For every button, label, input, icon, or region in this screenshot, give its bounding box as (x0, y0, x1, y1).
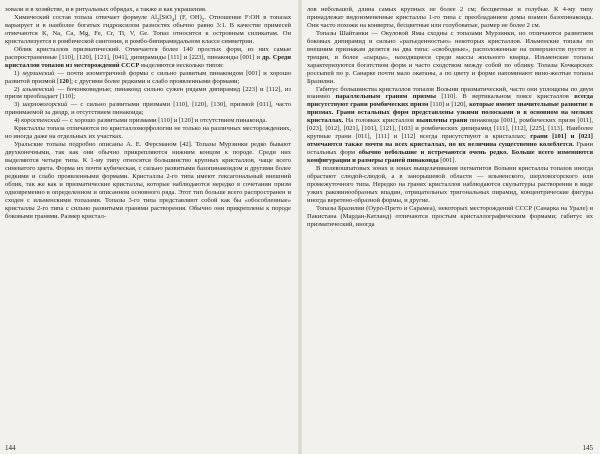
page-number: 145 (582, 444, 593, 452)
paragraph: Облик кристаллов призматический. Отмечается более 140 простых форм, из них самые распространенные [110], [120], [121], [041], дипирамиды [111] и [223], пинакоиды [001] и др. Среди кристаллов топазов из месторождений СССР выделяются несколько типов: (5, 45, 292, 69)
list-item: 2) ильменский — бочонковидные; пинакоид сильно сужен рядами дипирамид [223] и [112], из призм преобладает [110]; (5, 85, 291, 101)
paragraph: лов небольшой, длина самых крупных не более 2 см; бесцветные и голубые. К 4-му типу принадлежат видоизмененные кристаллы 1-го типа с преобладанием домы взамен базопинакоида. Они часто похожи на конверты, бесцветные или голубоватые, размер не более 2 см. (307, 6, 593, 29)
paragraph: В полевошпатовых зонах и зонах выщелачивания пегматитов Волыни кристаллы топазов иногда обрастают слюдой-слюдой, а в занорышевой области — ильменского, шерловогорского или промежуточного типа. Нередко на гранях кристаллов наблюдаются скульптуры растворения в виде узких раковинообразных впадин, отрицательных тригональных пирамид, концентрические фигуры иногда веретено-образной формы, и другие. (307, 165, 593, 204)
page-number: 144 (5, 444, 16, 452)
left-page-text (5, 6, 291, 221)
paragraph: Уральские топазы подробно описаны А. Е. Ферсманом [42]. Топазы Мурзинки редко бывают двухконечными, так как они обычно прикрепляются нижним концом к породе. Среди них выделяются четыре типа. К 1-му типу относятся большинство крупных кристаллов, чаще всего синеватого цвета. Форма их почти кубическая, с сильно развитыми базопинакоидом и другими более редкими и слабо проявленными формами. Кристаллы 2-го типа имеют гексагональный внешний облик, так же как и призматические кристаллы, которые наблюдаются нередко в сочетании призм одновременно в определенном и описанном основного ряда. Этот тип больше всего распространен и сходен с ильменскими топазами. Топазы 3-го типа представляют собой как бы «обособленные» кристаллы 2-го типа с сильно развитыми гранями растворения. Обычно они прикреплены к породе боковыми гранями. Размер кристал- (5, 141, 291, 220)
paragraph: Кристаллы топаза отличаются по кристалломорфологии не только на различных месторождениях, но иногда даже на отдельных их участках. (5, 125, 291, 141)
book-gutter (298, 0, 302, 454)
paragraph: Топазы Бразилии (Оуро-Прето и Сарамеа), некоторых месторождений СССР (Санарка на Урале) и Пакистана (Мардан-Катланд) отличаются простым кристаллографическим формами; габитус их призматический, иногда (307, 204, 593, 228)
right-page-text (307, 6, 593, 229)
paragraph: Химический состав топаза отвечает формуле $Al_2[SiO_4]$ (F, $OH)_2$. Отношение F:OH в топазах варьирует и в наиболее богатых гидроксилом разностях обычно равно 3:1. В качестве примесей отмечаются K, Na, Ca, Mg, Fe, Cr, Ti, V, Ge. Топаз относится к островным силикатам. Он кристаллизуется в ромбической сингонии, в ромбо-бипирамидальном классе симметрии. (5, 13, 292, 45)
list-item: 4) коростенский — с хорошо развитыми призмами [110] и [120] и отсутствием пинакоида. (14, 117, 267, 125)
left-page (5, 6, 292, 452)
list-item: 3) шерловогорский — с сильно развитыми призмами [110], [120], [130], призмой [011], часто принимаемой за диэдр, и отсутствием пинакоида; (5, 101, 291, 117)
paragraph: зовали и в хозяйстве, и в ритуальных обрядах, а также и как украшения. (5, 6, 207, 13)
paragraph: Топазы Шайтанки — Окуловой Ямы сходны с топазами Мурзинки, но отличаются развитием боковых дипирамид и сильно «разъеденностью» некоторых кристаллов. Ильменские топазы по внешним признакам делятся на два типа: «свободные», расположенные на поверхности пустот и трещин, и более «сырцы», находящиеся среди массы жильного кварца. Ильменские топазы характеризуются богатством форм и часто сходством между собой по облику. Топазы Кочкарских россыпей по р. Санарке почти мало окатаны, а по цвету и форме напоминают вино-желтые топазы Бразилии. (307, 29, 593, 85)
right-page (307, 6, 593, 452)
list-item: 1) мурзинский — почти изометричной формы с сильно развитым пинакоидом [001] и хорошо развитой призмой [120]; с другими более редкими и слабо проявленными формами; (5, 69, 292, 85)
paragraph: Габитус большинства кристаллов топазов Волыни призматический, часто они уплощены по двум взаимно параллельным граням призмы [110]. В вертикальном поясе кристаллов всегда присутствуют грани ромбических призм [110] и [120], которые имеют значительные развитие в призмах. Грани остальных форм представлены узкими полосками и в основном на мелких кристаллах. На головках кристаллов выявлены грани пинакоида [001], ромбических призм [011], [023], [012], [021], [101], [121], [103] и ромбических дипирамид [111], [112], [225], [113]. Наиболее крупные грани [011], [111] и [112] всегда присутствуют в кристаллах; грани [101] и [021] отмечаются также почти на всех кристаллах, но их величина существенно колеблется. Грани остальных форм обычно небольшие и встречаются очень редко. Больше всего изменяются конфигурации и размеры граней пинакоида [001]. (307, 85, 593, 165)
